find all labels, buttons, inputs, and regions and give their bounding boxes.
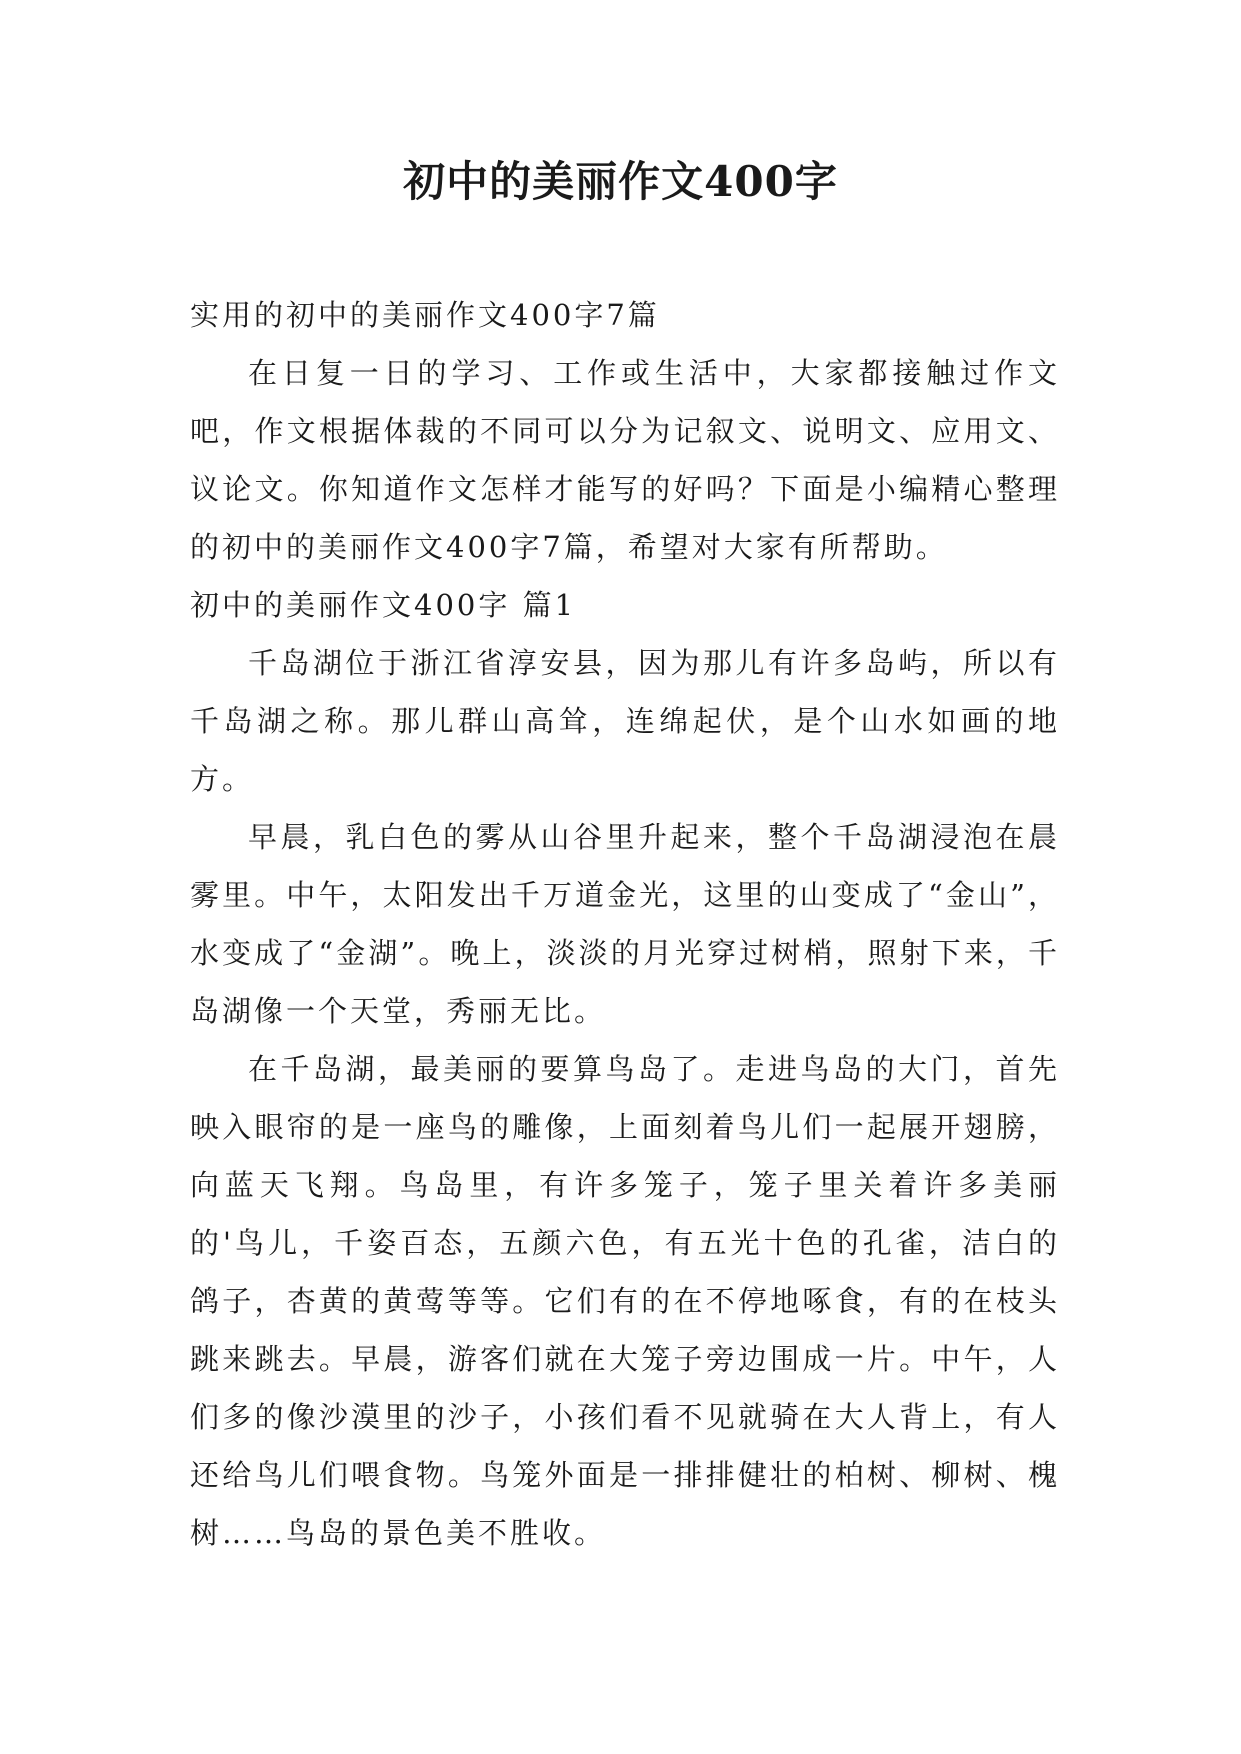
body-paragraph: 早晨，乳白色的雾从山谷里升起来，整个千岛湖浸泡在晨雾里。中午，太阳发出千万道金光，这里的山变成了“金山”，水变成了“金湖”。晚上，淡淡的月光穿过树梢，照射下来，千岛湖像一个天堂，秀丽无比。: [190, 820, 1060, 1028]
body-paragraph: 千岛湖位于浙江省淳安县，因为那儿有许多岛屿，所以有千岛湖之称。那儿群山高耸，连绵起伏，是个山水如画的地方。: [190, 646, 1060, 796]
section-heading: 初中的美丽作文400字 篇1: [190, 588, 577, 622]
page-title: 初中的美丽作文400字: [403, 157, 838, 206]
document-body: [190, 286, 1060, 1562]
body-paragraph: 在千岛湖，最美丽的要算鸟岛了。走进鸟岛的大门，首先映入眼帘的是一座鸟的雕像，上面刻着鸟儿们一起展开翅膀，向蓝天飞翔。鸟岛里，有许多笼子，笼子里关着许多美丽的'鸟儿，千姿百态，五颜六色，有五光十色的孔雀，洁白的鸽子，杏黄的黄莺等等。它们有的在不停地啄食，有的在枝头跳来跳去。早晨，游客们就在大笼子旁边围成一片。中午，人们多的像沙漠里的沙子，小孩们看不见就骑在大人背上，有人还给鸟儿们喂食物。鸟笼外面是一排排健壮的柏树、柳树、槐树……鸟岛的景色美不胜收。: [190, 1052, 1060, 1550]
intro-paragraph: 在日复一日的学习、工作或生活中，大家都接触过作文吧，作文根据体裁的不同可以分为记叙文、说明文、应用文、议论文。你知道作文怎样才能写的好吗？下面是小编精心整理的初中的美丽作文400字7篇，希望对大家有所帮助。: [190, 356, 1060, 564]
subtitle-line: 实用的初中的美丽作文400字7篇: [190, 298, 660, 332]
